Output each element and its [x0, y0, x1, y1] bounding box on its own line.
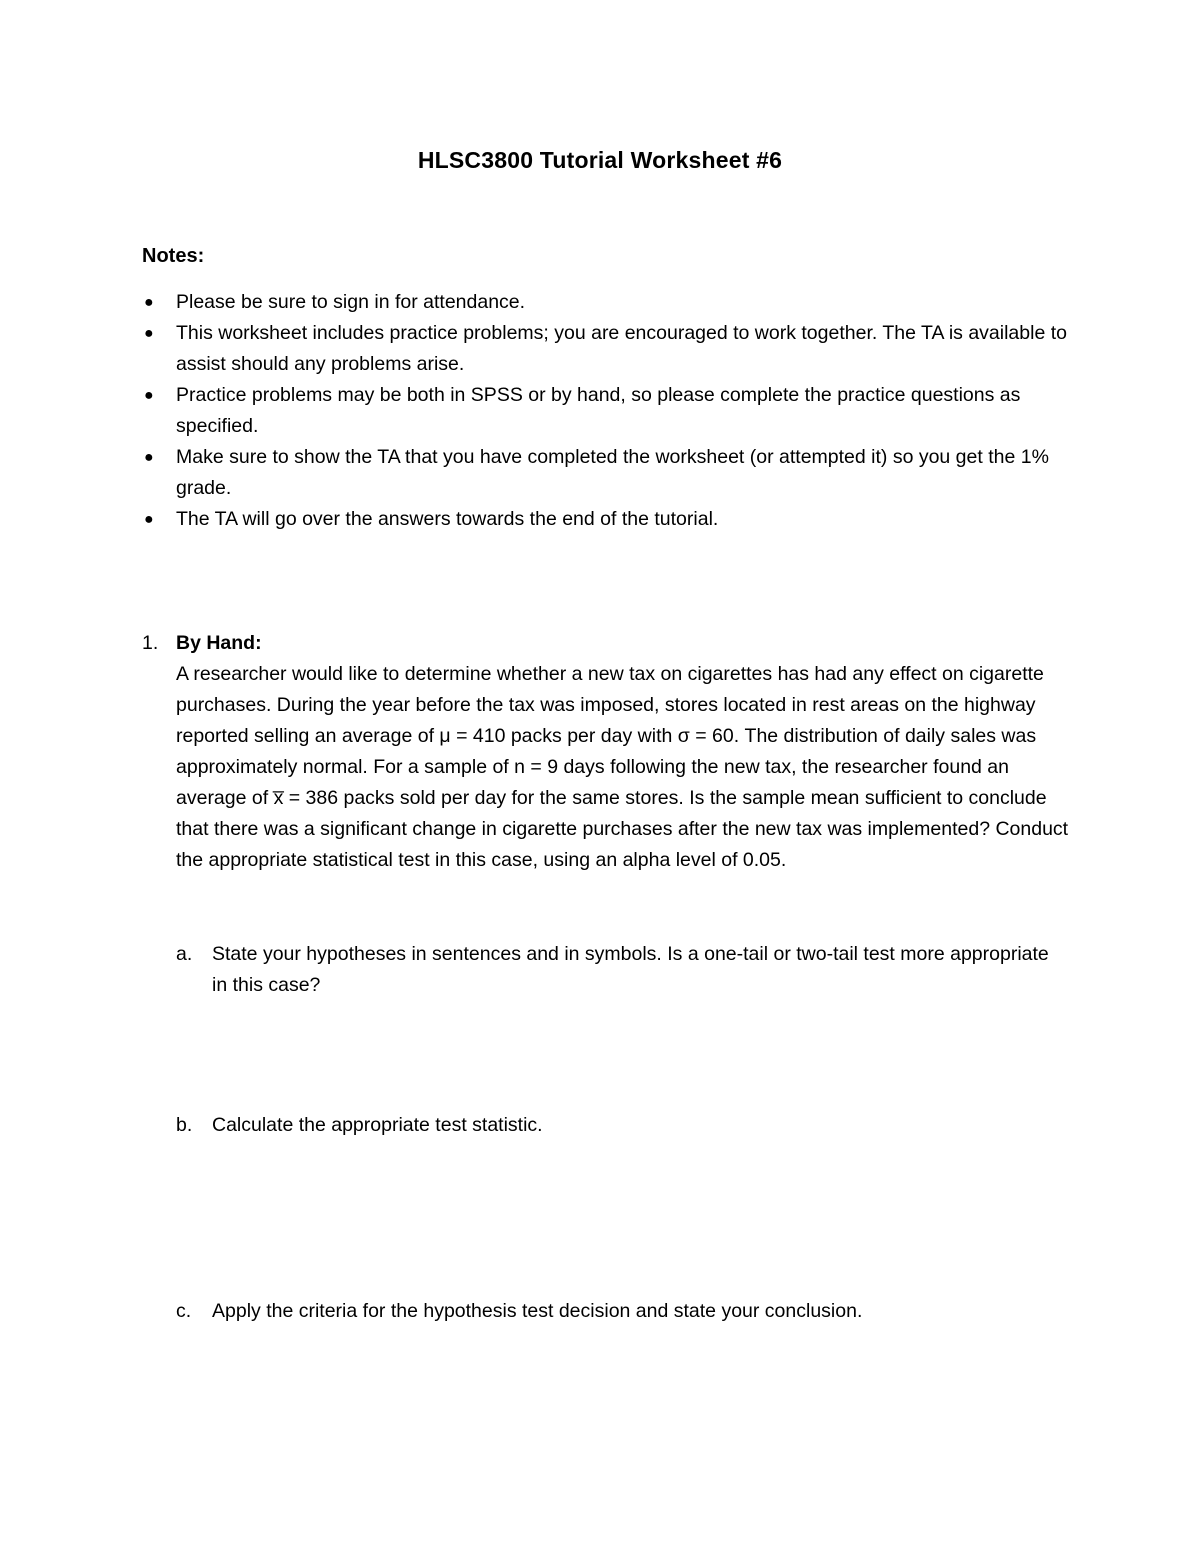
part-letter: a.: [176, 943, 193, 965]
notes-heading: Notes:: [142, 245, 205, 267]
list-item: [142, 318, 1072, 380]
note-text: Make sure to show the TA that you have completed the worksheet (or attempted it) so you get the 1% grade.: [176, 446, 1049, 499]
note-text: The TA will go over the answers towards the end of the tutorial.: [176, 508, 719, 530]
note-text: Practice problems may be both in SPSS or by hand, so please complete the practice questions as specified.: [176, 384, 1021, 437]
part-text: Apply the criteria for the hypothesis test decision and state your conclusion.: [212, 1300, 863, 1322]
bullet-icon: ●: [144, 449, 154, 466]
question-text: A researcher would like to determine whether a new tax on cigarettes has had any effect on cigarette purchases. During the year before the tax was imposed, stores located in rest areas on the highway reported selling an average of μ = 410 packs per day with σ = 60. The distribution of daily sales was approximately normal. For a sample of n = 9 days following the new tax, the researcher found an average of x̅ = 386 packs sold per day for the same stores. Is the sample mean sufficient to conclude that there was a significant change in cigarette purchases after the new tax was implemented? Conduct the appropriate statistical test in this case, using an alpha level of 0.05.: [176, 663, 1069, 871]
bullet-icon: ●: [144, 511, 154, 528]
page-title: HLSC3800 Tutorial Worksheet #6: [417, 147, 783, 173]
list-item: [142, 380, 1072, 442]
list-item: [142, 287, 1072, 318]
question-number: 1.: [142, 632, 159, 654]
note-text: This worksheet includes practice problems; you are encouraged to work together. The TA is available to assist should any problems arise.: [176, 322, 1067, 375]
bullet-icon: ●: [144, 294, 154, 311]
part-text: State your hypotheses in sentences and in symbols. Is a one-tail or two-tail test more appropriate in this case?: [212, 943, 1049, 996]
list-item: [142, 442, 1072, 504]
part-text: Calculate the appropriate test statistic.: [212, 1114, 543, 1136]
part-letter: c.: [176, 1300, 192, 1322]
part-letter: b.: [176, 1114, 193, 1136]
bullet-icon: ●: [144, 325, 154, 342]
bullet-icon: ●: [144, 387, 154, 404]
list-item: [142, 504, 1072, 535]
notes-list: [142, 287, 1072, 535]
question-label: By Hand:: [176, 632, 262, 654]
note-text: Please be sure to sign in for attendance.: [176, 291, 526, 313]
